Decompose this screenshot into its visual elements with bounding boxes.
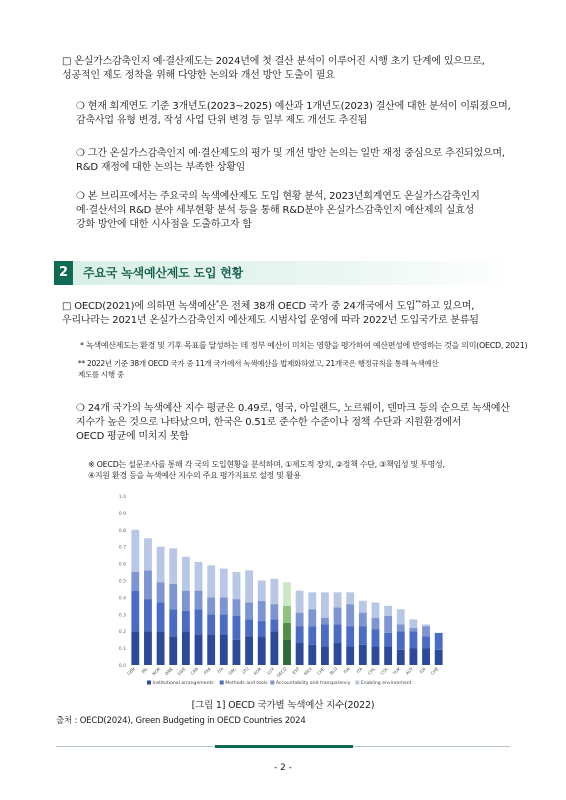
footer-accent — [215, 745, 353, 748]
bar-segment — [258, 581, 266, 601]
bar-segment — [422, 624, 430, 626]
y-tick-label: 0.6 — [118, 562, 126, 568]
figure-caption: [그림 1] OECD 국가별 녹색예산 지수(2022) — [191, 700, 375, 711]
bar-segment — [321, 624, 329, 646]
y-tick-label: 0.4 — [118, 596, 126, 602]
bar-segment — [296, 643, 304, 665]
x-tick-label: ISR — [418, 666, 427, 675]
bar-segment — [157, 602, 165, 631]
footnote-1 — [80, 340, 528, 351]
bar-segment — [207, 597, 215, 614]
text-segment: OECD(2021)에 의하면 녹색예산 — [74, 301, 216, 312]
bar-segment — [258, 636, 266, 665]
x-tick-label: LUX — [265, 666, 276, 676]
y-tick-label: 0.8 — [118, 528, 126, 534]
bar-segment — [144, 570, 152, 599]
x-tick-label: FIN — [342, 666, 351, 675]
x-tick-label: ITA — [216, 666, 225, 675]
bar-segment — [233, 599, 241, 616]
bar-segment — [346, 646, 354, 665]
bar-segment — [233, 572, 241, 599]
x-tick-label: FRA — [202, 666, 212, 676]
y-tick-label: 0.5 — [118, 579, 126, 585]
bar-segment — [397, 631, 405, 650]
bar-segment — [296, 591, 304, 613]
bar-segment — [346, 604, 354, 626]
x-tick-label: AUT — [404, 666, 415, 676]
text-line: 24개 국가의 녹색예산 지수 평균은 0.49로, 영국, 아일랜드, 노르웨이, 덴마크 등의 순으로 녹색예산 — [87, 403, 510, 414]
x-tick-label: ITA — [355, 666, 364, 675]
y-tick-label: 0.3 — [118, 613, 126, 619]
legend-swatch — [147, 681, 151, 685]
text-line: * 녹색예산제도는 환경 및 기후 목표를 달성하는 데 정부 예산이 미치는 영향을 평가하여 예산편성에 반영하는 것을 의미(OECD, 2021) — [80, 341, 528, 350]
bar-segment — [308, 592, 316, 609]
bar-segment — [182, 557, 190, 591]
paragraph-intro — [62, 55, 528, 83]
bar-segment — [144, 538, 152, 570]
text-line: 그간 온실가스감축인지 예·결산제도의 평가 및 개선 방안 논의는 일반 재정 중심으로 추진되었으며, — [87, 148, 505, 159]
bar-segment — [422, 648, 430, 665]
bar-segment — [372, 618, 380, 630]
bar-segment — [296, 626, 304, 643]
bar-segment — [144, 599, 152, 631]
bar-segment — [131, 572, 139, 591]
text-line: OECD 평균에 미치지 못함 — [76, 431, 189, 442]
bar-segment — [144, 631, 152, 665]
y-tick-label: 0.1 — [118, 647, 126, 653]
bar-segment — [334, 624, 342, 643]
footnote-mark: * — [216, 299, 219, 307]
bar-segment — [169, 584, 177, 609]
text-line: 성공적인 제도 정착을 위해 다양한 논의와 개선 방안 도출이 필요 — [62, 70, 335, 81]
bar-segment — [245, 636, 253, 665]
bar-segment — [131, 530, 139, 572]
footnote-mark: ** — [415, 299, 421, 307]
section-header — [54, 261, 512, 285]
section-number: 2 — [54, 261, 73, 285]
x-tick-label: TUR — [391, 666, 402, 676]
x-tick-label: KOR — [252, 666, 263, 676]
y-tick-label: 0.0 — [118, 664, 126, 669]
x-tick-label: GBR — [126, 666, 137, 677]
text-line: 예·결산서의 R&D 분야 세부현황 분석 등을 통해 R&D분야 온실가스감축인지 예산제의 실효성 — [76, 205, 475, 216]
bar-segment — [308, 645, 316, 665]
bar-segment — [245, 602, 253, 619]
bar-segment — [195, 609, 203, 634]
bar-segment — [220, 597, 228, 614]
bar-segment — [182, 611, 190, 631]
bar-segment — [233, 616, 241, 640]
text-line: 우리나라는 2021년 온실가스감축인지 예산제도 시범사업 운영에 따라 2022년 도입국가로 분류됨 — [62, 315, 479, 326]
x-tick-label: CAN — [189, 666, 200, 677]
x-tick-label: NLD — [328, 666, 339, 676]
square-bullet: □ — [62, 56, 72, 67]
circle-bullet: ❍ — [76, 191, 85, 202]
y-tick-label: 1.0 — [118, 495, 126, 500]
legend-label: Methods and tools — [225, 681, 268, 686]
paragraph-oecd-adoption — [62, 300, 528, 328]
text-line: 현재 회계연도 기준 3개년도(2023~2025) 예산과 1개년도(2023) 결산에 대한 분석이 이뤄졌으며, — [87, 101, 511, 112]
text-line: 지수가 높은 것으로 나타났으며, 한국은 0.51로 준수한 수준이나 정책 수단과 지원환경에서 — [76, 417, 462, 428]
bar-segment — [435, 633, 443, 650]
bar-segment — [195, 562, 203, 591]
bar-segment — [207, 635, 215, 665]
bar-segment — [308, 609, 316, 626]
paragraph-prior-discussion — [76, 147, 528, 175]
x-tick-label: COL — [379, 666, 389, 676]
x-tick-label: ESP — [291, 666, 301, 676]
bar-segment — [270, 619, 278, 631]
bar-segment — [384, 616, 392, 633]
text-line: ** 2022년 기준 38개 OECD 국가 중 11개 국가에서 녹색예산을 법제화하였고, 21개국은 행정규칙을 통해 녹색예산 — [78, 359, 439, 368]
x-tick-label: NOR — [151, 666, 162, 677]
bar-segment — [131, 591, 139, 632]
bar-segment — [359, 626, 367, 645]
text-line: OECD는 설문조사를 통해 각 국의 도입현황을 분석하며, ①제도적 장치, ②정책 수단, ③책임성 및 투명성, — [96, 460, 445, 469]
bar-segment — [220, 569, 228, 598]
bar-segment — [397, 609, 405, 624]
bar-segment — [131, 631, 139, 665]
square-bullet: □ — [62, 301, 72, 312]
paragraph-current-status — [76, 100, 528, 128]
y-tick-label: 0.7 — [118, 545, 126, 551]
bar-segment — [283, 640, 291, 665]
bar-segment — [359, 601, 367, 613]
x-tick-label: LTU — [241, 666, 250, 675]
paragraph-index-average — [76, 402, 528, 444]
legend-swatch — [355, 681, 359, 685]
reference-mark: ※ — [88, 460, 95, 469]
bar-segment — [207, 565, 215, 597]
bar-segment — [182, 591, 190, 611]
x-tick-label: OECD — [275, 666, 288, 679]
y-tick-label: 0.9 — [118, 511, 126, 517]
bar-segment — [207, 614, 215, 634]
x-tick-label: SWE — [176, 666, 187, 677]
bar-segment — [270, 631, 278, 665]
x-tick-label: CHL — [366, 666, 377, 676]
bar-segment — [397, 624, 405, 631]
bar-segment — [397, 650, 405, 665]
bar-segment — [157, 582, 165, 602]
legend-label: Institutional arrangements — [152, 681, 214, 686]
bar-segment — [308, 626, 316, 645]
bar-segment — [169, 636, 177, 665]
text-line: R&D 재정에 대한 논의는 부족한 상황임 — [76, 162, 246, 173]
bar-segment — [384, 633, 392, 647]
y-tick-label: 0.2 — [118, 630, 126, 636]
bar-segment — [435, 650, 443, 665]
x-tick-label: MEX — [302, 666, 313, 677]
circle-bullet: ❍ — [76, 101, 85, 112]
bar-segment — [169, 609, 177, 636]
bar-segment — [384, 606, 392, 616]
x-tick-label: CHE — [429, 666, 440, 676]
text-line: 강화 방안에 대한 시사점을 도출하고자 함 — [76, 219, 252, 230]
bar-segment — [422, 636, 430, 648]
bar-segment — [157, 547, 165, 582]
text-line: 제도를 시행 중 — [78, 370, 124, 379]
bar-segment — [270, 604, 278, 619]
bar-segment — [321, 592, 329, 617]
bar-segment — [409, 619, 417, 627]
paragraph-brief-purpose — [76, 190, 528, 232]
source-note: 출처 : OECD(2024), Green Budgeting in OECD Countries 2024 — [56, 716, 306, 726]
bar-segment — [346, 592, 354, 604]
bar-segment — [283, 582, 291, 606]
bar-segment — [346, 626, 354, 646]
bar-segment — [372, 646, 380, 665]
bar-segment — [258, 621, 266, 636]
bar-segment — [296, 613, 304, 627]
legend-swatch — [220, 681, 224, 685]
paragraph-note-survey — [88, 459, 528, 481]
bar-segment — [409, 631, 417, 648]
text-line: 감축사업 유형 변경, 작성 사업 단위 변경 등 일부 제도 개선도 추진됨 — [76, 115, 368, 126]
bar-segment — [334, 643, 342, 665]
bar-segment — [321, 646, 329, 665]
green-budget-index-chart — [115, 488, 450, 693]
text-segment: 은 전체 38개 OECD 국가 중 24개국에서 도입 — [218, 301, 416, 312]
page-number: - 2 - — [274, 763, 292, 773]
x-tick-label: IRL — [140, 666, 149, 675]
bar-segment — [245, 570, 253, 602]
bar-segment — [169, 548, 177, 583]
bar-segment — [384, 646, 392, 665]
bar-segment — [233, 640, 241, 665]
section-title: 주요국 녹색예산제도 도입 현황 — [83, 266, 244, 280]
bar-segment — [195, 635, 203, 665]
text-line: 본 브리프에서는 주요국의 녹색예산제도 도입 현황 분석, 2023년회계연도 온실가스감축인지 — [87, 191, 480, 202]
bar-segment — [283, 623, 291, 640]
text-segment: 하고 있으며, — [420, 301, 475, 312]
text-line: 온실가스감축인지 예·결산제도는 2024년에 첫 결산 분석이 이루어진 시행 초기 단계에 있으므로, — [74, 56, 485, 67]
bar-segment — [372, 630, 380, 647]
x-tick-label: CHE — [315, 666, 326, 676]
bar-segment — [283, 606, 291, 623]
bar-segment — [195, 591, 203, 610]
x-tick-label: GRC — [227, 666, 238, 676]
bar-segment — [245, 619, 253, 636]
bar-segment — [372, 602, 380, 617]
bar-segment — [321, 618, 329, 625]
bar-segment — [220, 635, 228, 665]
legend-label: Accountability and transparency — [275, 681, 351, 686]
bar-segment — [157, 631, 165, 665]
bar-segment — [334, 592, 342, 607]
bar-segment — [258, 601, 266, 621]
footnote-2 — [78, 358, 524, 380]
bar-segment — [182, 631, 190, 665]
bar-segment — [334, 608, 342, 625]
text-line: ④지원 환경 등을 녹색예산 지수의 주요 평가지표로 설정 및 활용 — [88, 471, 301, 480]
bar-segment — [359, 645, 367, 665]
bar-segment — [409, 628, 417, 631]
bar-segment — [270, 579, 278, 604]
legend-swatch — [270, 681, 274, 685]
bar-segment — [359, 613, 367, 627]
circle-bullet: ❍ — [76, 403, 85, 414]
x-tick-label: DNK — [163, 666, 174, 677]
circle-bullet: ❍ — [76, 148, 85, 159]
bar-segment — [220, 614, 228, 634]
bar-segment — [409, 648, 417, 665]
bar-segment — [422, 626, 430, 636]
legend-label: Enabling environment — [360, 681, 412, 686]
